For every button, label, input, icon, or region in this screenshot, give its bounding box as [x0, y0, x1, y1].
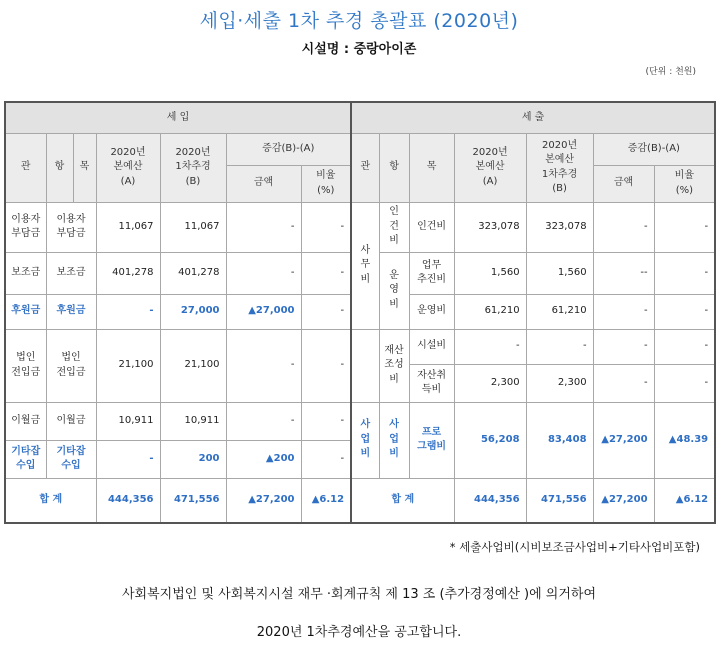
- rev-base-header: 2020년 본예산 (A): [96, 133, 160, 202]
- rev-amount-cell: ▲27,000: [226, 294, 301, 329]
- rev-amount-cell: -: [226, 402, 301, 440]
- exp-base-cell: 323,078: [454, 202, 526, 252]
- exp-supp-cell: 2,300: [526, 364, 593, 402]
- table-row: [5, 329, 715, 364]
- exp-ratio-cell: -: [654, 364, 715, 402]
- rev-hang-cell: 이용자 부담금: [46, 202, 96, 252]
- exp-supp-cell: -: [526, 329, 593, 364]
- rev-mok-header: 목: [73, 133, 96, 202]
- rev-base-cell: 10,911: [96, 402, 160, 440]
- exp-mok-cell: 프로 그램비: [409, 402, 454, 478]
- rev-change-header: 증감(B)-(A): [226, 133, 351, 165]
- exp-supp-header: 2020년 본예산 1차추경 (B): [526, 133, 593, 202]
- exp-amount-cell: -: [593, 329, 654, 364]
- revenue-header: 세 입: [5, 102, 351, 133]
- notice-paragraph: 사회복지법인 및 사회복지시설 재무 ·회계규칙 제 13 조 (추가경정예산 )에 의거하여: [122, 587, 596, 602]
- exp-gwan-project: 사 업 비: [351, 402, 379, 478]
- exp-base-cell: 2,300: [454, 364, 526, 402]
- exp-total-amount: ▲27,200: [593, 478, 654, 523]
- exp-hang-property: 재산 조성 비: [379, 329, 409, 402]
- rev-hang-cell: 기타잡 수입: [46, 440, 96, 478]
- totals-row: [5, 478, 715, 523]
- rev-ratio-cell: -: [301, 294, 351, 329]
- exp-amount-cell: --: [593, 252, 654, 294]
- exp-amount-cell: -: [593, 202, 654, 252]
- rev-base-cell: 11,067: [96, 202, 160, 252]
- exp-ratio-cell: ▲48.39: [654, 402, 715, 478]
- rev-ratio-cell: -: [301, 202, 351, 252]
- rev-base-cell: 401,278: [96, 252, 160, 294]
- rev-supp-cell: 401,278: [160, 252, 226, 294]
- rev-hang-cell: 보조금: [46, 252, 96, 294]
- rev-amount-cell: ▲200: [226, 440, 301, 478]
- rev-ratio-cell: -: [301, 329, 351, 402]
- rev-supp-cell: 11,067: [160, 202, 226, 252]
- exp-supp-cell: 1,560: [526, 252, 593, 294]
- exp-gwan-header: 관: [351, 133, 379, 202]
- exp-ratio-cell: -: [654, 252, 715, 294]
- exp-mok-cell: 운영비: [409, 294, 454, 329]
- rev-total-base: 444,356: [96, 478, 160, 523]
- notice-paragraph-2: 2020년 1차추경예산을 공고합니다.: [256, 625, 462, 640]
- table-row: [5, 402, 715, 440]
- rev-gwan-cell: 이용자 부담금: [5, 202, 46, 252]
- exp-change-header: 증감(B)-(A): [593, 133, 715, 165]
- exp-hang-project: 사 업 비: [379, 402, 409, 478]
- exp-amount-cell: -: [593, 294, 654, 329]
- rev-base-cell: 21,100: [96, 329, 160, 402]
- exp-supp-cell: 83,408: [526, 402, 593, 478]
- exp-hang-personnel: 인 건 비: [379, 202, 409, 252]
- rev-total-amount: ▲27,200: [226, 478, 301, 523]
- rev-total-label: 합 계: [5, 478, 96, 523]
- exp-total-ratio: ▲6.12: [654, 478, 715, 523]
- exp-hang-operation: 운 영 비: [379, 252, 409, 329]
- exp-base-cell: 61,210: [454, 294, 526, 329]
- exp-supp-cell: 323,078: [526, 202, 593, 252]
- rev-gwan-cell: 후원금: [5, 294, 46, 329]
- exp-base-cell: 56,208: [454, 402, 526, 478]
- exp-mok-cell: 업무 추진비: [409, 252, 454, 294]
- rev-ratio-header: 비율 (%): [301, 165, 351, 202]
- exp-ratio-cell: -: [654, 329, 715, 364]
- rev-total-supp: 471,556: [160, 478, 226, 523]
- rev-gwan-cell: 보조금: [5, 252, 46, 294]
- facility-name: 시설명 : 중랑아이존: [301, 42, 417, 57]
- rev-ratio-cell: -: [301, 252, 351, 294]
- rev-base-cell: -: [96, 294, 160, 329]
- rev-supp-cell: 10,911: [160, 402, 226, 440]
- rev-gwan-cell: 법인 전입금: [5, 329, 46, 402]
- rev-gwan-cell: 기타잡 수입: [5, 440, 46, 478]
- rev-ratio-cell: -: [301, 440, 351, 478]
- rev-hang-cell: 이월금: [46, 402, 96, 440]
- rev-amount-cell: -: [226, 252, 301, 294]
- exp-amount-cell: ▲27,200: [593, 402, 654, 478]
- rev-supp-cell: 27,000: [160, 294, 226, 329]
- exp-ratio-header: 비율 (%): [654, 165, 715, 202]
- footnote: * 세출사업비(시비보조금사업비+기타사업비포함): [449, 540, 700, 554]
- rev-hang-header: 항: [46, 133, 73, 202]
- rev-supp-cell: 200: [160, 440, 226, 478]
- rev-hang-cell: 법인 전입금: [46, 329, 96, 402]
- rev-supp-cell: 21,100: [160, 329, 226, 402]
- expense-header: 세 출: [351, 102, 715, 133]
- table-row: [5, 202, 715, 252]
- rev-supp-header: 2020년 1차추경 (B): [160, 133, 226, 202]
- rev-amount-cell: -: [226, 202, 301, 252]
- exp-ratio-cell: -: [654, 202, 715, 252]
- exp-total-supp: 471,556: [526, 478, 593, 523]
- unit-note: (단위 : 천원): [645, 67, 696, 77]
- rev-total-ratio: ▲6.12: [301, 478, 351, 523]
- rev-hang-cell: 후원금: [46, 294, 96, 329]
- rev-gwan-cell: 이월금: [5, 402, 46, 440]
- exp-base-cell: 1,560: [454, 252, 526, 294]
- rev-ratio-cell: -: [301, 402, 351, 440]
- page-title: 세입·세출 1차 추경 총괄표 (2020년): [199, 10, 519, 32]
- exp-hang-header: 항: [379, 133, 409, 202]
- exp-mok-header: 목: [409, 133, 454, 202]
- rev-amount-header: 금액: [226, 165, 301, 202]
- exp-mok-cell: 인건비: [409, 202, 454, 252]
- rev-base-cell: -: [96, 440, 160, 478]
- exp-mok-cell: 자산취 득비: [409, 364, 454, 402]
- exp-amount-cell: -: [593, 364, 654, 402]
- exp-base-cell: -: [454, 329, 526, 364]
- exp-base-header: 2020년 본예산 (A): [454, 133, 526, 202]
- exp-ratio-cell: -: [654, 294, 715, 329]
- rev-gwan-header: 관: [5, 133, 46, 202]
- budget-summary-table: [4, 101, 716, 524]
- exp-supp-cell: 61,210: [526, 294, 593, 329]
- exp-total-base: 444,356: [454, 478, 526, 523]
- rev-amount-cell: -: [226, 329, 301, 402]
- exp-gwan-admin: 사 무 비: [351, 202, 379, 329]
- exp-mok-cell: 시설비: [409, 329, 454, 364]
- exp-amount-header: 금액: [593, 165, 654, 202]
- exp-total-label: 합 계: [351, 478, 454, 523]
